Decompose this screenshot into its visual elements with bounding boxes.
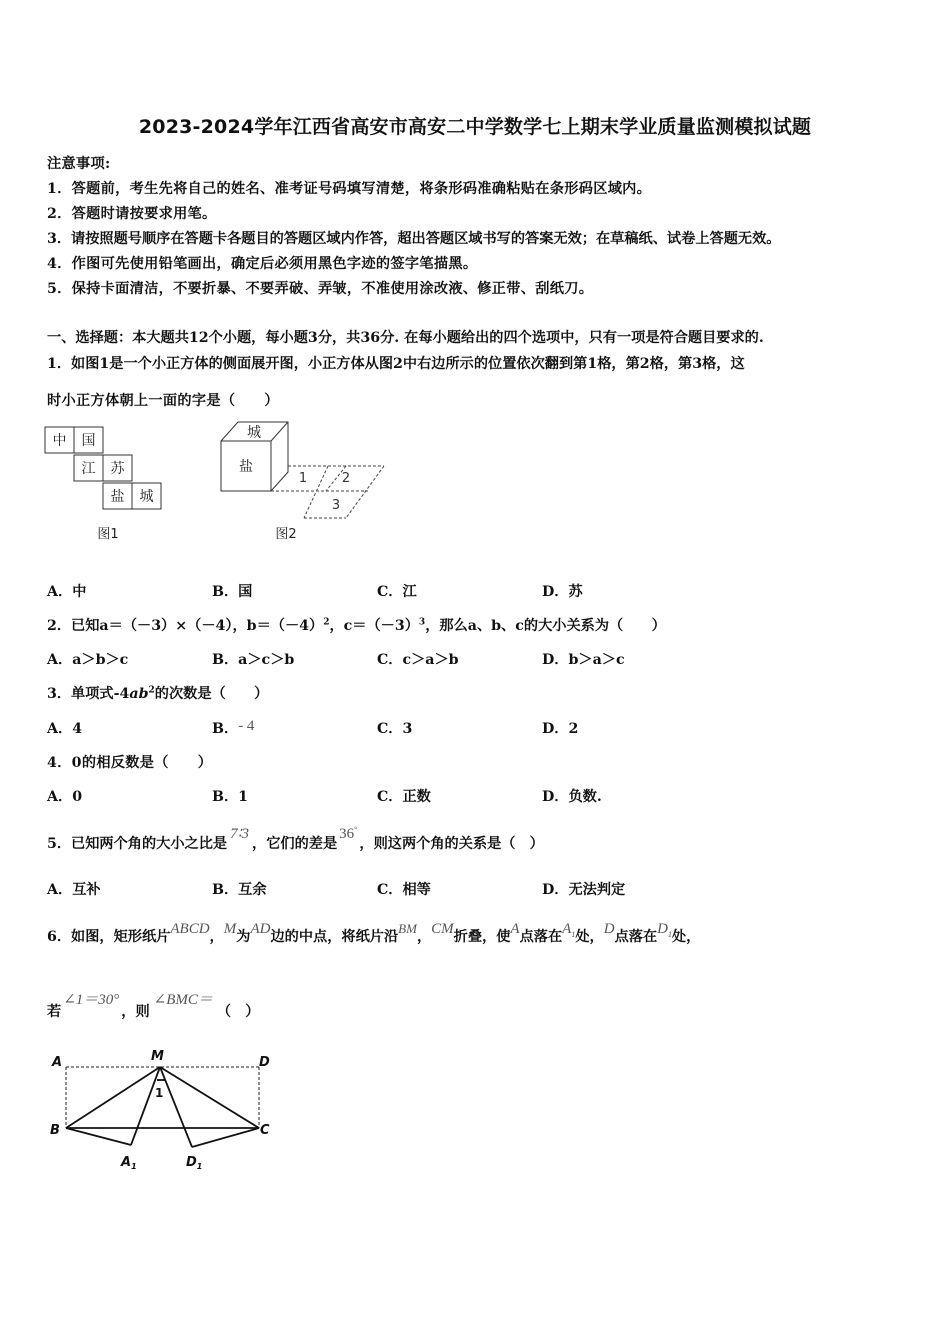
figure-2-cube-path bbox=[218, 418, 388, 548]
q6-math: AD bbox=[250, 921, 271, 937]
q4-option-c: C．正数 bbox=[377, 789, 431, 805]
figure-2-caption: 图2 bbox=[275, 527, 297, 542]
question-6-line1 bbox=[47, 921, 701, 947]
q6-math-sub: 1 bbox=[667, 930, 672, 939]
net-cell: 中 bbox=[52, 433, 67, 449]
q6-math-base: D bbox=[657, 921, 668, 937]
q4-option-d: D．负数. bbox=[542, 789, 602, 805]
q5-diff-value: 36 bbox=[339, 826, 355, 842]
net-cell: 盐 bbox=[110, 489, 125, 505]
q6-angle-bmc: ∠BMC＝ bbox=[153, 992, 213, 1008]
q5-option-b: B．互余 bbox=[212, 882, 267, 898]
notice-item: 5．保持卡面清洁，不要折暴、不要弄破、弄皱，不准使用涂改液、修正带、刮纸刀。 bbox=[47, 281, 594, 297]
q5-difference bbox=[339, 826, 357, 842]
q6-math: M bbox=[223, 921, 237, 937]
q6-text: 6．如图，矩形纸片 bbox=[47, 929, 171, 945]
notice-item: 2．答题时请按要求用笔。 bbox=[47, 206, 217, 222]
q2-option-c: C．c＞a＞b bbox=[377, 652, 459, 668]
q6-text: 为 bbox=[236, 929, 251, 945]
question-5 bbox=[47, 825, 544, 853]
q3-option-a: A．4 bbox=[47, 721, 83, 737]
q1-option-c: C．江 bbox=[377, 584, 417, 600]
net-cell: 国 bbox=[81, 433, 96, 449]
figure-1-caption: 图1 bbox=[97, 527, 119, 542]
q5-degree: ° bbox=[354, 825, 358, 834]
q2-option-d: D．b＞a＞c bbox=[542, 652, 625, 668]
path-cell: 1 bbox=[298, 471, 308, 486]
label-a: A bbox=[52, 1055, 63, 1070]
path-cell: 3 bbox=[331, 498, 341, 513]
q5-option-c: C．相等 bbox=[377, 882, 431, 898]
q6-text: ， bbox=[416, 929, 432, 945]
net-cell: 江 bbox=[81, 461, 96, 477]
q3-option-d: D．2 bbox=[542, 721, 579, 737]
q6-math-base: A bbox=[562, 921, 572, 937]
q3-text: 3．单项式-4 bbox=[47, 686, 130, 702]
q6-text: ，则 bbox=[121, 1004, 150, 1020]
net-cell: 苏 bbox=[110, 461, 125, 477]
q3-option-b-value: - 4 bbox=[238, 718, 255, 734]
q2-exponent: 3 bbox=[418, 617, 426, 628]
label-angle-1: 1 bbox=[155, 1086, 164, 1100]
q2-option-b: B．a＞c＞b bbox=[212, 652, 295, 668]
q6-text: 折叠，使 bbox=[453, 929, 511, 945]
q2-text: ，c＝（－3） bbox=[329, 618, 419, 634]
q6-text: （ ） bbox=[216, 1004, 260, 1020]
label-c: C bbox=[260, 1123, 270, 1138]
label-d: D bbox=[259, 1055, 270, 1070]
path-cell: 2 bbox=[341, 471, 351, 486]
q5-option-d: D．无法判定 bbox=[542, 882, 626, 898]
q6-math: D bbox=[603, 921, 615, 937]
q4-option-b: B．1 bbox=[212, 789, 249, 805]
q6-text: ， bbox=[209, 929, 224, 945]
cube-front-face: 盐 bbox=[239, 459, 253, 475]
q6-text: 若 bbox=[47, 1004, 62, 1020]
q6-math: BM bbox=[398, 921, 417, 936]
q3-option-c: C．3 bbox=[377, 721, 413, 737]
cube-top-face: 城 bbox=[247, 425, 261, 441]
q6-text: 处， bbox=[671, 929, 701, 945]
q6-math-sub: 1 bbox=[571, 930, 576, 939]
q2-exponent: 2 bbox=[323, 617, 330, 628]
q6-math: CM bbox=[431, 921, 454, 937]
notice-heading: 注意事项: bbox=[47, 156, 111, 172]
question-2 bbox=[47, 615, 666, 635]
net-cell: 城 bbox=[139, 489, 154, 505]
q3-option-b bbox=[212, 718, 254, 738]
label-b: B bbox=[50, 1123, 60, 1138]
q3-option-b-label: B． bbox=[212, 721, 239, 737]
figure-1-cube-net bbox=[44, 426, 166, 546]
q5-text: ，它们的差是 bbox=[252, 836, 338, 852]
q1-option-d: D．苏 bbox=[542, 584, 583, 600]
q4-option-a: A．0 bbox=[47, 789, 83, 805]
q3-exponent: 2 bbox=[148, 685, 155, 696]
q6-math: ABCD bbox=[170, 921, 210, 937]
question-1-line1: 1．如图1是一个小正方体的侧面展开图，小正方体从图2中右边所示的位置依次翻到第1格，第2格，第3格，这 bbox=[47, 356, 745, 372]
q6-text: 点落在 bbox=[519, 929, 563, 945]
notice-item: 4．作图可先使用铅笔画出，确定后必须用黑色字迹的签字笔描黑。 bbox=[47, 256, 478, 272]
q3-text: 的次数是（ ） bbox=[154, 686, 269, 702]
q1-option-a: A．中 bbox=[47, 584, 87, 600]
page-title: 2023-2024学年江西省高安市高安二中学数学七上期末学业质量监测模拟试题 bbox=[138, 116, 812, 138]
q6-text: 处， bbox=[575, 929, 604, 945]
q2-text: 2．已知a＝（－3）×（－4），b＝（－4） bbox=[47, 618, 324, 634]
q3-variable: ab bbox=[129, 686, 149, 702]
q6-text: 点落在 bbox=[614, 929, 658, 945]
q6-math: A bbox=[510, 921, 520, 937]
label-d1: $D_1$ bbox=[186, 1155, 203, 1171]
q5-option-a: A．互补 bbox=[47, 882, 101, 898]
q2-text: ，那么a、b、c的大小关系为（ ） bbox=[425, 618, 666, 634]
q1-option-b: B．国 bbox=[212, 584, 253, 600]
question-6-line2 bbox=[47, 992, 260, 1021]
label-m: M bbox=[151, 1049, 164, 1064]
q6-math bbox=[562, 921, 575, 937]
question-4: 4．0的相反数是（ ） bbox=[47, 755, 213, 771]
section-heading: 一、选择题：本大题共12个小题，每小题3分，共36分. 在每小题给出的四个选项中，只有一项是符合题目要求的. bbox=[47, 330, 764, 346]
q5-text: ，则这两个角的关系是（ ） bbox=[359, 836, 544, 852]
q6-math bbox=[657, 921, 672, 937]
notice-item: 3．请按照题号顺序在答题卡各题目的答题区域内作答，超出答题区域书写的答案无效；在草稿纸、试卷上答题无效。 bbox=[47, 231, 781, 247]
notice-item: 1．答题前，考生先将自己的姓名、准考证号码填写清楚，将条形码准确粘贴在条形码区域内。 bbox=[47, 181, 652, 197]
question-1-line2: 时小正方体朝上一面的字是（ ） bbox=[47, 393, 279, 409]
q2-option-a: A．a＞b＞c bbox=[47, 652, 129, 668]
q5-ratio: 7∶3 bbox=[230, 826, 250, 842]
q5-text: 5．已知两个角的大小之比是 bbox=[47, 836, 228, 852]
label-a1: $A_1$ bbox=[121, 1155, 137, 1171]
q6-angle-1: ∠1＝30° bbox=[63, 992, 120, 1008]
figure-6-folded-rectangle bbox=[44, 1040, 284, 1180]
q6-text: 边的中点，将纸片沿 bbox=[270, 929, 399, 945]
question-3 bbox=[47, 683, 268, 703]
